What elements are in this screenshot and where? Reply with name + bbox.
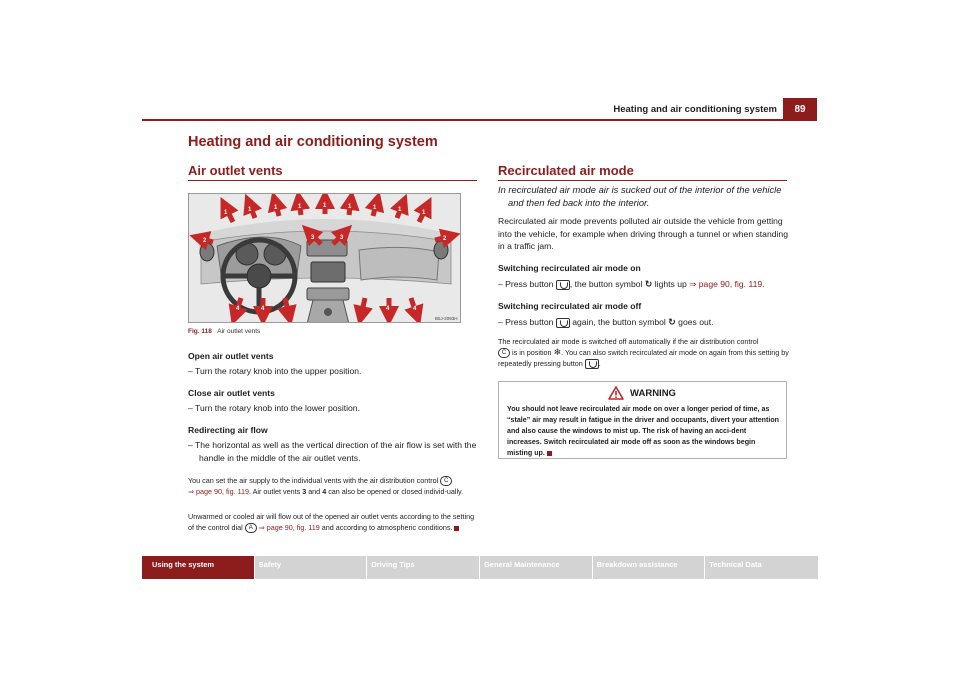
vent-label: 4 <box>261 306 265 312</box>
nav-tab-using-the-system[interactable]: Using the system <box>142 556 255 579</box>
nav-tab-technical-data[interactable]: Technical Data <box>705 556 818 579</box>
vents-note-2 <box>188 511 478 533</box>
control-a-badge: A <box>245 523 257 533</box>
vent-label: 2 <box>203 238 207 244</box>
running-header: Heating and air conditioning system <box>613 104 777 115</box>
vent-label: 1 <box>224 210 228 216</box>
open-vents-heading: Open air outlet vents <box>188 351 274 361</box>
redirect-heading: Redirecting air flow <box>188 425 268 435</box>
section-end-mark <box>454 526 459 531</box>
vent-label: 3 <box>340 235 344 241</box>
switch-off-a: – Press button <box>498 317 554 327</box>
vent-number: 4 <box>322 487 327 497</box>
page-link[interactable]: ⇒ page 90, fig. 119 <box>188 487 250 497</box>
section-title-recirculated-air: Recirculated air mode <box>498 163 634 178</box>
chapter-title: Heating and air conditioning system <box>188 134 438 150</box>
vent-label: 4 <box>386 306 390 312</box>
vent-label: 1 <box>422 210 426 216</box>
gear-knob <box>324 308 332 316</box>
section-rule-right <box>498 180 787 181</box>
figure-air-outlet-vents <box>188 193 461 323</box>
vent-label: 1 <box>323 203 327 209</box>
vent-label: 2 <box>443 236 447 242</box>
open-vents-step: – Turn the rotary knob into the upper position. <box>188 366 362 376</box>
recirculated-intro: In recirculated air mode air is sucked out of the interior of the vehicle and then fed back into the interior. <box>498 184 782 208</box>
switch-on-a: – Press button <box>498 279 554 289</box>
vents-note-1-d: can also be opened or closed individ-ually. <box>328 487 464 497</box>
nav-tab-general-maintenance[interactable]: General Maintenance <box>480 556 593 579</box>
vents-note-1 <box>188 475 478 497</box>
redirect-step: – The horizontal as well as the vertical direction of the air flow is set with the handle in the middle of the air outlet vents. <box>188 440 477 463</box>
figure-caption-text: Air outlet vents <box>217 328 261 335</box>
switch-on-heading: Switching recirculated air mode on <box>498 263 641 273</box>
recirculated-note-b: is in position <box>512 348 552 357</box>
recirculated-note: The recirculated air mode is switched off automatically if the air distribution control C is in position ❄. You can also switch recirculated air mode on again from this setting by repeatedly pressing button . <box>498 337 789 369</box>
vent-label: 4 <box>413 306 417 312</box>
section-title-air-outlet-vents: Air outlet vents <box>188 163 283 178</box>
glovebox <box>359 247 439 280</box>
control-c-badge: C <box>498 348 510 358</box>
vents-note-1-a: You can set the air supply to the individual vents with the air distribution control <box>188 476 439 485</box>
climate-controls <box>307 288 349 300</box>
vents-note-2-a: Unwarmed or cooled air will flow out of the opened air outlet vents according to the setting of the control dial <box>188 512 475 532</box>
recirculated-body: Recirculated air mode prevents polluted air outside the vehicle from getting into the vehicle, for example when driving through a tunnel or when standing in a traffic jam. <box>498 216 788 251</box>
vents-note-2-b: and according to atmospheric conditions. <box>321 523 453 532</box>
warning-box <box>498 381 787 459</box>
figure-caption-number: Fig. 118 <box>188 328 212 335</box>
vent-label: 1 <box>373 205 377 211</box>
recirculation-button-icon <box>585 359 599 369</box>
dashboard-illustration <box>189 194 461 323</box>
warning-title: WARNING <box>630 387 676 399</box>
radio-unit <box>311 262 345 282</box>
centre-vents <box>307 240 347 256</box>
switch-off-step <box>498 316 790 329</box>
warning-text <box>507 404 782 459</box>
close-vents-step: – Turn the rotary knob into the lower position. <box>188 403 360 413</box>
warning-body: You should not leave recirculated air mode on over a longer period of time, as “stale” air may result in fatigue in the driver and occupants, divert your attention and also cause the windows to mist up. The risk of having an acci-dent increases. Switch recirculated air mode off as soon as the windows begin misting up. <box>507 405 779 457</box>
switch-off-b: again, the button symbol <box>572 317 666 327</box>
vent-label: 1 <box>398 207 402 213</box>
recirculation-symbol-icon: ↻ <box>644 279 653 289</box>
control-c-badge: C <box>440 476 452 486</box>
switch-on-step: – Press button , the button symbol ↻ lights up ⇒ page 90, fig. 119. <box>498 279 765 289</box>
nav-tab-breakdown-assistance[interactable]: Breakdown assistance <box>593 556 706 579</box>
switch-off-heading: Switching recirculated air mode off <box>498 301 642 311</box>
page-link[interactable]: ⇒ page 90, fig. 119 <box>258 523 320 532</box>
recirculation-symbol-icon: ↻ <box>668 317 676 327</box>
warning-triangle-icon <box>608 386 624 400</box>
vent-label: 1 <box>348 204 352 210</box>
page-number: 89 <box>783 98 817 120</box>
steering-wheel-hub <box>247 264 271 288</box>
nav-tab-driving-tips[interactable]: Driving Tips <box>367 556 480 579</box>
bottom-nav <box>142 556 818 579</box>
header-rule <box>142 119 817 121</box>
vent-label: 1 <box>248 207 252 213</box>
vent-label: 3 <box>311 235 315 241</box>
figure-code: B5J-2093H <box>435 316 458 321</box>
section-end-mark <box>547 451 552 456</box>
recirculated-note-c: . You can also switch recirculated air mode on again from this setting by repeatedly pressing button <box>498 348 789 369</box>
recirculation-button-icon <box>556 280 570 290</box>
switch-off-c: goes out. <box>678 317 714 327</box>
close-vents-heading: Close air outlet vents <box>188 388 275 398</box>
warning-header <box>507 386 777 400</box>
vents-note-1-c: and <box>308 487 321 497</box>
page-link[interactable]: ⇒ page 90, fig. 119 <box>689 279 763 289</box>
vent-label: 1 <box>274 205 278 211</box>
nav-tab-safety[interactable]: Safety <box>255 556 368 579</box>
figure-caption <box>188 328 260 335</box>
switch-on-b: , the button symbol <box>569 279 643 289</box>
recirculated-note-a: The recirculated air mode is switched off automatically if the air distribution control <box>498 337 759 346</box>
switch-on-c: lights up <box>654 279 687 289</box>
windscreen-defrost-icon: ❄ <box>553 347 562 357</box>
vent-label: 4 <box>236 306 240 312</box>
recirculation-button-icon <box>556 318 570 328</box>
vents-note-1-b: . Air outlet vents <box>249 487 301 497</box>
left-side-vent <box>200 243 214 261</box>
section-rule-left <box>188 180 477 181</box>
right-side-vent <box>434 241 448 259</box>
vent-label: 1 <box>298 204 302 210</box>
vent-number: 3 <box>302 487 307 497</box>
